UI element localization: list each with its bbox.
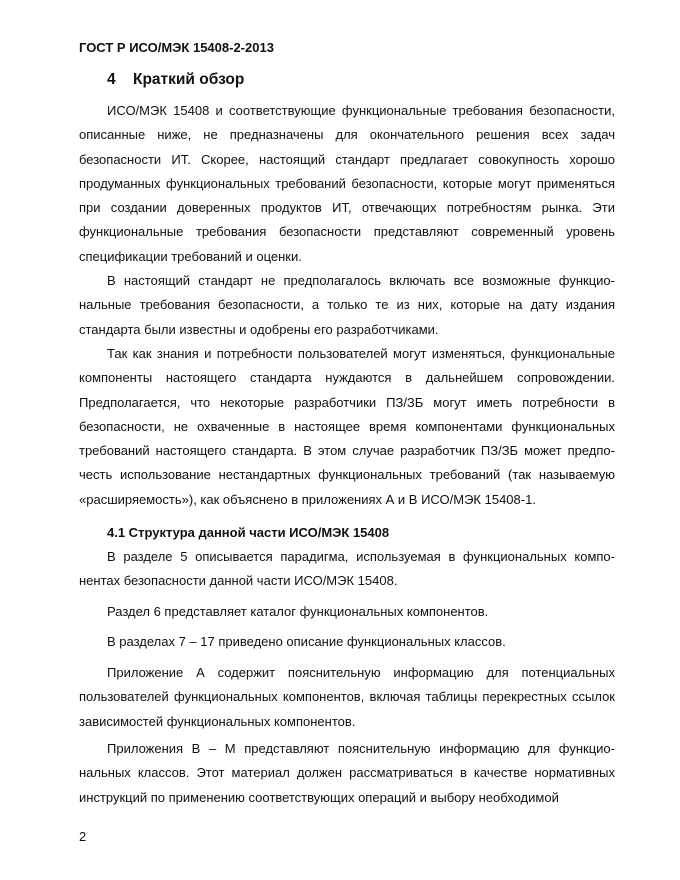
paragraph: ИСО/МЭК 15408 и соответствующие функциональные требования безопасности, описанные ниже, не предназначены для окончательного решения всех задач безопасности ИТ. Скорее, настоящий стандарт предлагает совокупность хорошо продуманных функциональных требований безопасности, которые могут применяться при создании доверенных продуктов ИТ, отвечающих потребностям рынка. Эти функциональные требования безопасности представляют современный уровень спецификации требований и оценки. — [79, 103, 615, 264]
section-title-text: Краткий обзор — [133, 71, 245, 88]
document-header: ГОСТ Р ИСО/МЭК 15408-2-2013 — [79, 40, 274, 55]
paragraph: Раздел 6 представляет каталог функциональных компонентов. — [107, 604, 489, 619]
paragraph: В разделах 7 – 17 приведено описание функциональных классов. — [107, 634, 506, 649]
subsection-title: 4.1 Структура данной части ИСО/МЭК 15408 — [107, 525, 390, 540]
paragraph: В настоящий стандарт не предполагалось включать все возможные функциональные требования безопасности, а только те из них, которые на дату издания стандарта были известны и одобрены его разработчиками. — [79, 273, 615, 337]
paragraph: Приложения В – М представляют пояснительную информацию для функциональных классов. Этот материал должен рассматриваться в качестве нормативных инструкций по применению соответствующих операций и выбору необходимой — [79, 741, 615, 805]
section-number: 4 — [107, 71, 116, 88]
section-title — [107, 71, 244, 89]
paragraph: В разделе 5 описывается парадигма, используемая в функциональных компонентах безопасности данной части ИСО/МЭК 15408. — [79, 549, 615, 589]
page-number: 2 — [79, 829, 87, 844]
paragraph: Так как знания и потребности пользователей могут изменяться, функциональные компоненты настоящего стандарта нуждаются в дальнейшем сопровождении. Предполагается, что некоторые разработчики ПЗ/ЗБ могут иметь потребности в безопасности, не охваченные в настоящее время компонентами функциональных требований настоящего стандарта. В этом случае разработчик ПЗ/ЗБ может предпочесть использование нестандартных функциональных требований (так называемую «расширяемость»), как объяснено в приложениях А и В ИСО/МЭК 15408-1. — [79, 346, 615, 507]
paragraph: Приложение А содержит пояснительную информацию для потенциальных пользователей функциональных компонентов, включая таблицы перекрестных ссылок зависимостей функциональных компонентов. — [79, 665, 615, 729]
